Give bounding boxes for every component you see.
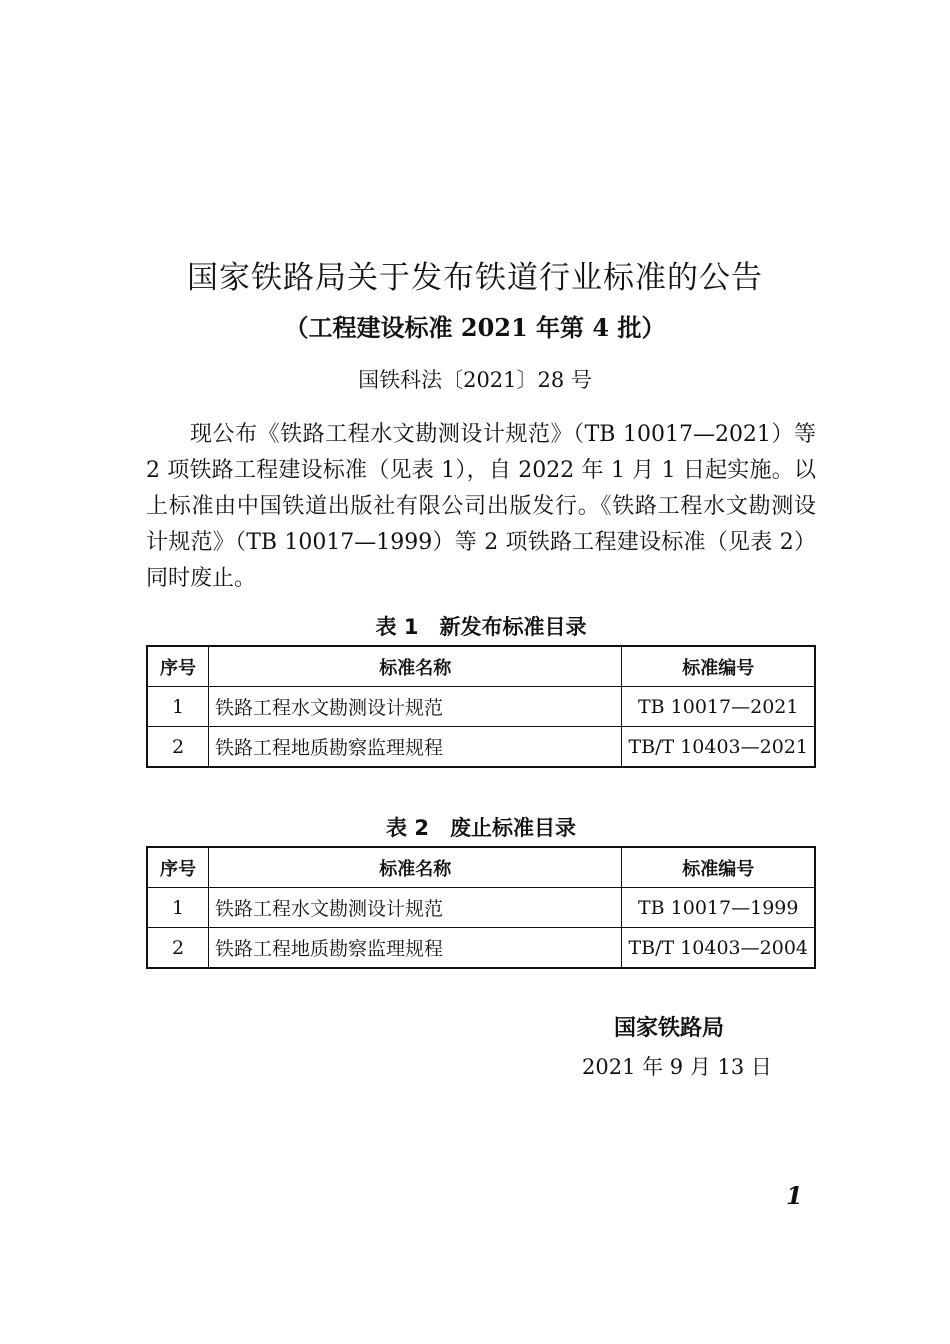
cell-no: 2	[147, 928, 209, 969]
document-title: 国家铁路局关于发布铁道行业标准的公告	[187, 260, 763, 296]
header-code: 标准编号	[622, 646, 815, 687]
header-no: 序号	[147, 646, 209, 687]
header-code: 标准编号	[622, 847, 815, 888]
cell-code: TB/T 10403—2021	[622, 727, 815, 768]
table-row	[147, 727, 815, 768]
body-paragraph: 现公布《铁路工程水文勘测设计规范》（TB 10017—2021）等 2 项铁路工程建设标准（见表 1），自 2022 年 1 月 1 日起实施。以上标准由中国铁道出版社有限公司出版发行。《铁路工程水文勘测设计规范》（TB 10017—1999）等 2 项铁路工程建设标准（见表 2）同时废止。	[146, 422, 816, 591]
header-name: 标准名称	[209, 847, 622, 888]
cell-name: 铁路工程地质勘察监理规程	[209, 928, 622, 969]
table-header-row	[147, 847, 815, 888]
cell-name: 铁路工程地质勘察监理规程	[209, 727, 622, 768]
table-row	[147, 687, 815, 727]
header-no: 序号	[147, 847, 209, 888]
cell-name: 铁路工程水文勘测设计规范	[209, 888, 622, 928]
document-number: 国铁科法〔2021〕28 号	[358, 368, 592, 392]
table1-caption: 表 1 新发布标准目录	[375, 615, 587, 639]
issue-date: 2021 年 9 月 13 日	[582, 1055, 772, 1079]
cell-no: 1	[147, 888, 209, 928]
cell-code: TB 10017—1999	[622, 888, 815, 928]
table-header-row	[147, 646, 815, 687]
new-standards-table	[146, 645, 816, 768]
cell-no: 2	[147, 727, 209, 768]
cell-code: TB 10017—2021	[622, 687, 815, 727]
document-subtitle: （工程建设标准 2021 年第 4 批）	[284, 313, 666, 342]
cell-name: 铁路工程水文勘测设计规范	[209, 687, 622, 727]
page-number: 1	[786, 1181, 803, 1210]
table-row	[147, 888, 815, 928]
table2-caption: 表 2 废止标准目录	[386, 816, 576, 840]
abolished-standards-table	[146, 846, 816, 969]
cell-no: 1	[147, 687, 209, 727]
signer: 国家铁路局	[614, 1016, 725, 1041]
cell-code: TB/T 10403—2004	[622, 928, 815, 969]
header-name: 标准名称	[209, 646, 622, 687]
table-row	[147, 928, 815, 969]
